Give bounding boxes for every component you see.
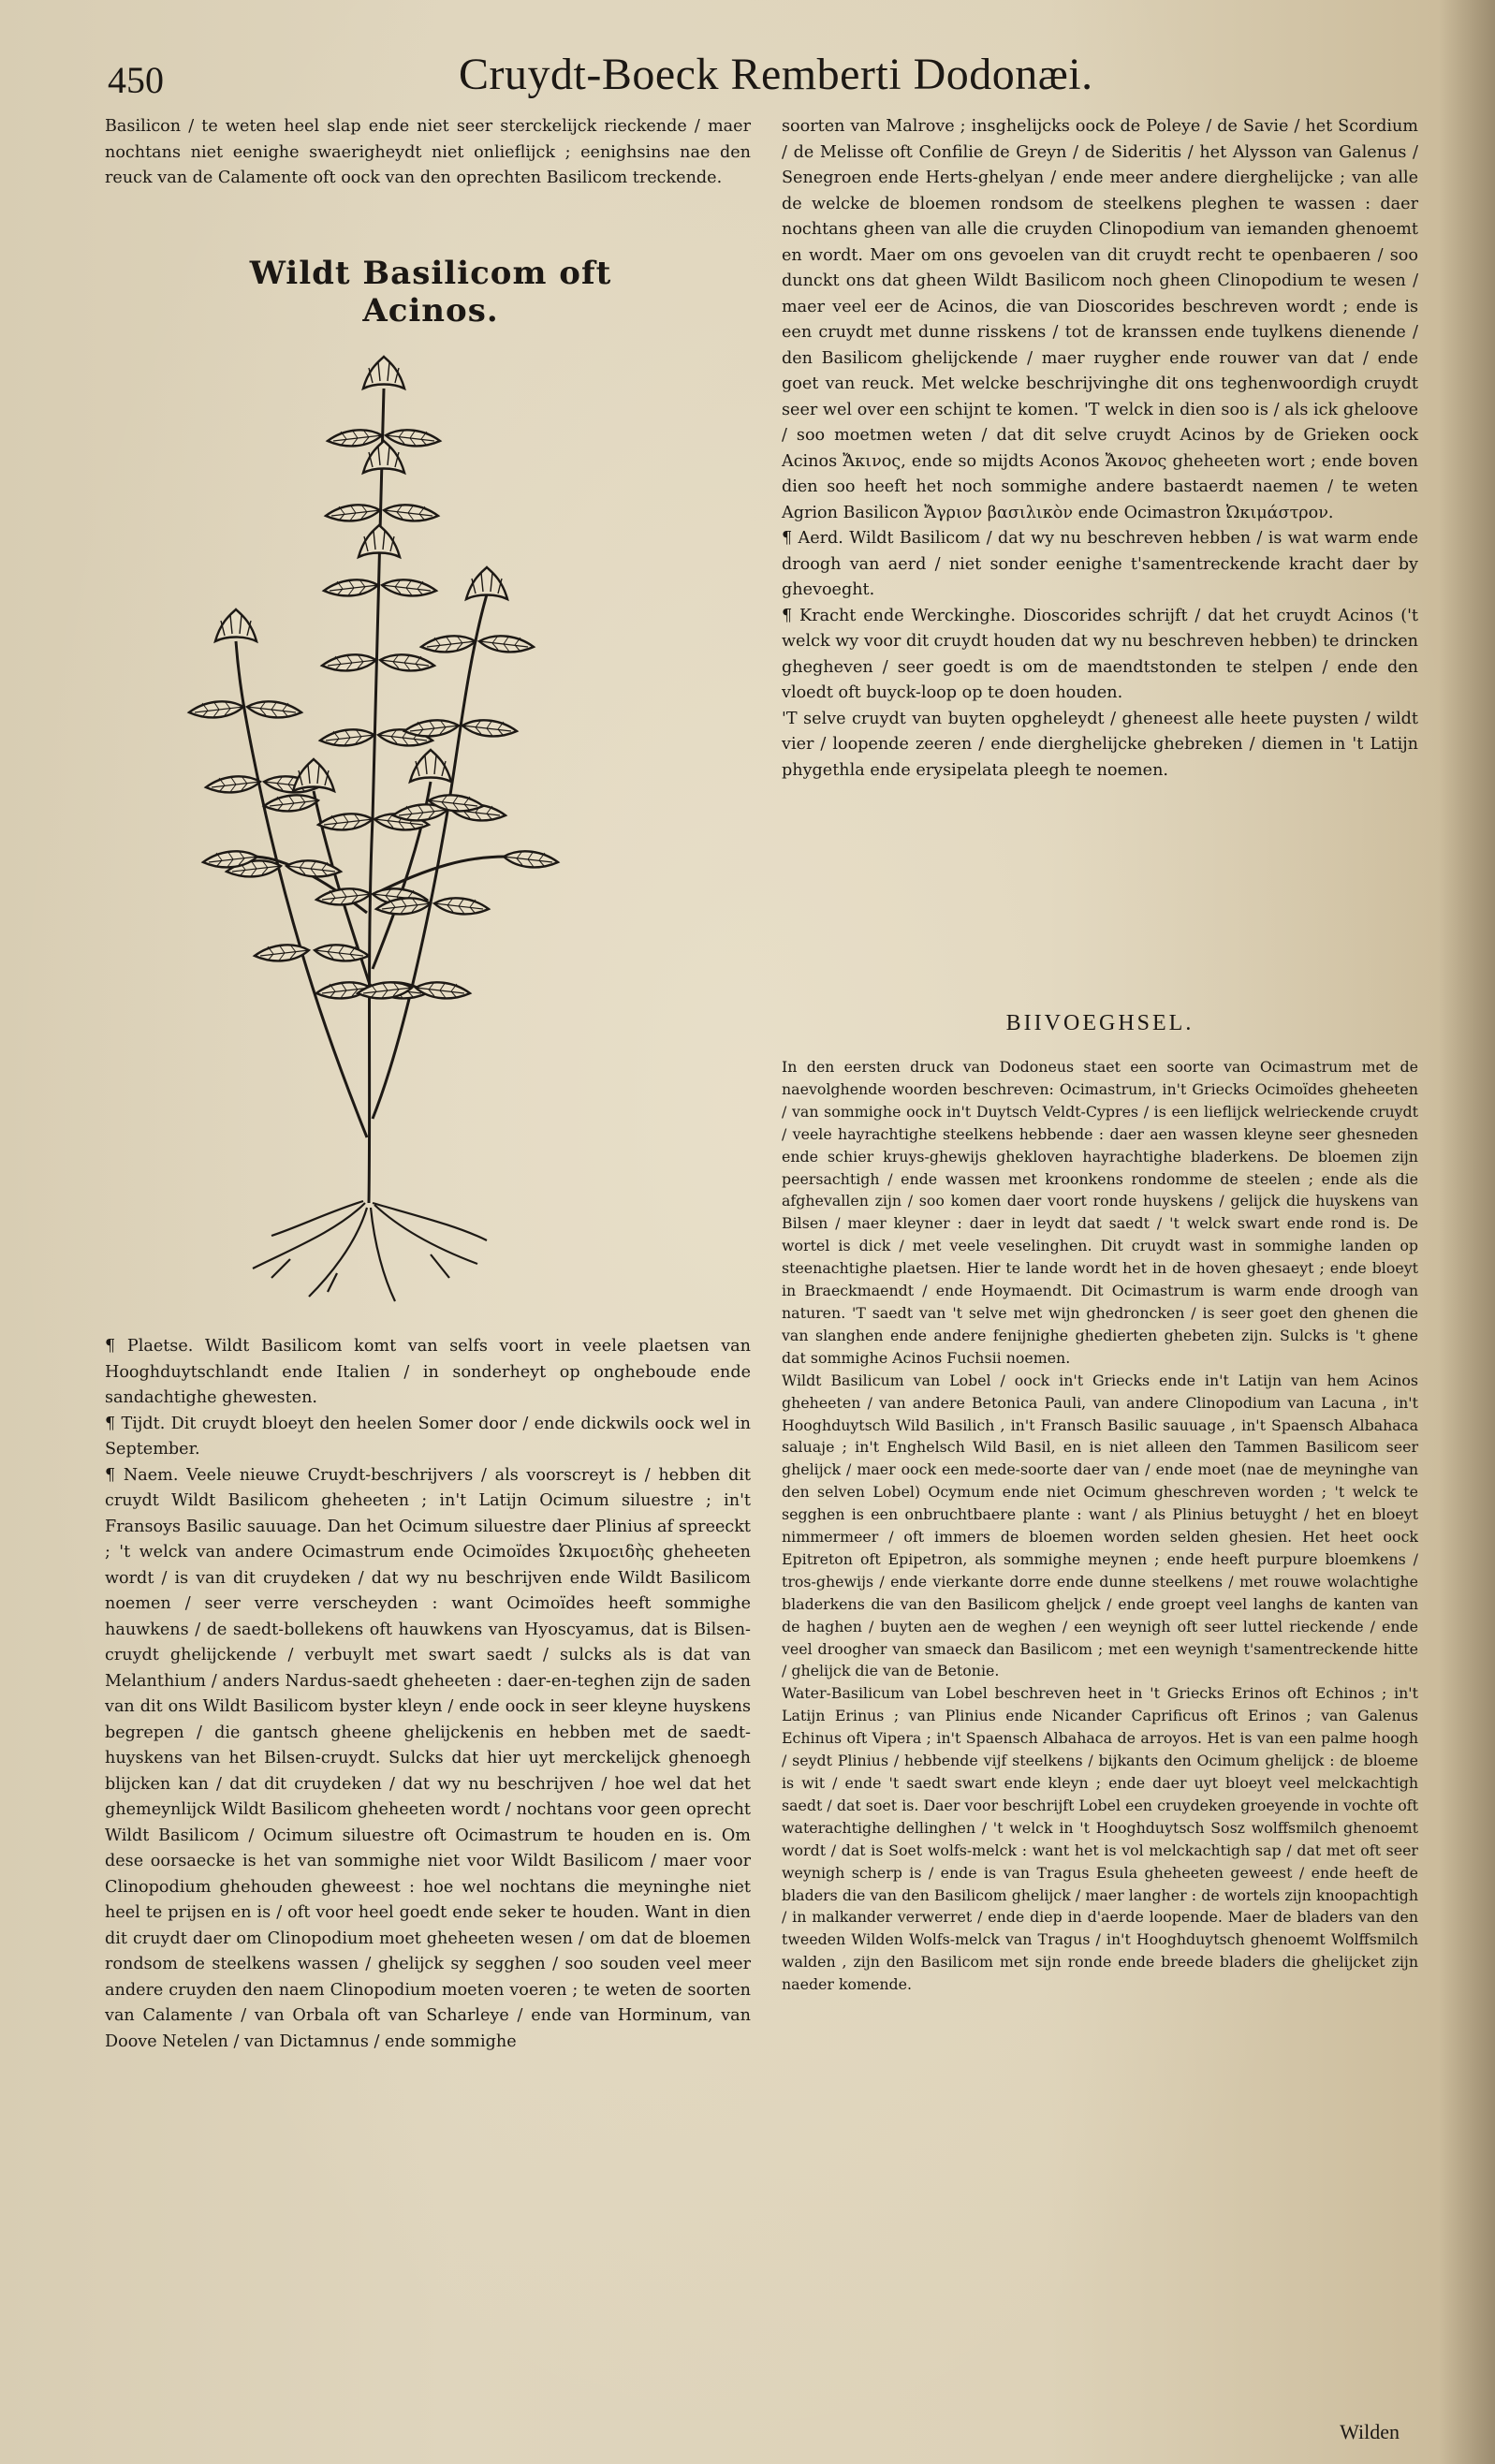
page-gutter-shadow (1439, 0, 1495, 2464)
folio-number: 450 (108, 59, 164, 101)
nature-paragraph: ¶ Aerd. Wildt Basilicom / dat wy nu beschreven hebben / is wat warm ende droogh van aerd / niet sonder eenighe t'samentreckende kracht daer by ghevoeght. (782, 529, 1418, 599)
supplement-paragraph-3: Water-Basilicum van Lobel beschreven heet in 't Griecks Erinos oft Echinos ; in't Latijn Erinus ; van Plinius ende Nicander Caprificus oft Erinos ; van Galenus Echinus oft Vipera ; in't Spaensch Albahaca de arroyos. Het is van een palme hoogh / seydt Plinius / hebbende vijf steelkens / bijkants den Ocimum ghelijck : de bloeme is wit / ende 't saedt swart ende kleyn ; ende daer uyt bloeyt veel melckachtigh saedt / dat soet is. Daer voor beschrijft Lobel een cruydeken groeyende in vochte oft waterachtighe dellinghen / 't welck in 't Hooghduytsch Sosz wolffsmilch ghenoemt wordt / dat is Soet wolfs-melck : want het is vol melckachtigh sap / dat met oft seer weynigh scherp is / ende is van Tragus Esula gheheeten geweest / ende heeft de bladers die van den Basilicom ghelijck / maer langher : de wortels zijn knoopachtigh / in malkander verwerret / ende diep in d'aerde loopende. Maer de bladers van den tweeden Wilden Wolfs-melck van Tragus / in't Hooghduytsch ghenoemt Wolffsmilch walden , zijn den Basilicom met sijn ronde ende breede bladers die ghelijcket zijn naeder komende. (782, 1684, 1418, 1994)
continued-paragraph: soorten van Malrove ; insghelijcks oock de Poleye / de Savie / het Scordium / de Melisse oft Confilie de Greyn / de Sideritis / het Alysson van Galenus / Senegroen ende Herts-ghelyan / ende meer andere dierghelijcke ; van alle de welcke de bloemen rondsom de steelkens pleghen te wassen : daer nochtans gheen van alle die cruyden Clinopodium van iemanden ghenoemt en wordt. Maer om ons gevoelen van dit cruydt recht te openbaeren / soo dunckt ons dat gheen Wildt Basilicom noch gheen Clinopodium te wesen / maer veel eer de Acinos, die van Dioscorides beschreven wordt ; ende is een cruydt met dunne risskens / tot de kranssen ende tuylkens dienende / den Basilicom ghelijckende / maer ruygher ende rouwer van dat / ende goet van reuck. Met welcke beschrijvinghe dit ons teghenwoordigh cruydt seer wel over een schijnt te komen. 'T welck in dien soo is / als ick gheloove / soo moetmen weten / dat dit selve cruydt Acinos by de Grieken oock Acinos Ἄκινος, ende so mijdts Aconos Ἄκονος gheheeten wort ; ende boven dien soo heeft het noch sommighe andere bastaerdt naemen / te weten Agrion Basilicon Ἄγριον βασιλικὸν ende Ocimastron Ὠκιμάστρον. (782, 117, 1418, 522)
place-paragraph: ¶ Plaetse. Wildt Basilicom komt van selfs voort in veele plaetsen van Hooghduytschlandt ende Italien / in sonderheyt op ongheboude ende sandachtighe ghewesten. (105, 1337, 751, 1407)
supplement-paragraph-2: Wildt Basilicum van Lobel / oock in't Griecks ende in't Latijn van hem Acinos gheheeten / van andere Betonica Pauli, van andere Clinopodium van Lacuna , in't Hooghduytsch Wild Basilich , in't Fransch Basilic sauuage , in't Spaensch Albahaca saluaje ; in't Enghelsch Wild Basil, en is niet alleen den Tammen Basilicom seer ghelijck / maer oock een mede-soorte daer van / ende moet (nae de meyninghe van den selven Lobel) Ocymum ende niet Ocimum gheschreven worden ; 't welck te segghen is een onbruchtbaere plante : want / als Plinius betuyght / het en bloeyt nimmermeer / oft immers de bloemen worden selden ghesien. Het heet oock Epitreton oft Epipetron, als sommighe meynen ; ende heeft purpure bloemkens / tros-ghewijs / ende vierkante dorre ende dunne steelkens / met rouwe wolachtighe bladerkens die van den Basilicom gheljck / ende groept veel langhs de kanten van de haghen / buyten aen de weghen / een weynigh oft seer luttel rieckende / ende veel droogher van smaeck dan Basilicom ; met een weynigh t'samentreckende hitte / ghelijck die van de Betonie. (782, 1371, 1418, 1680)
running-head: Cruydt-Boeck Remberti Dodonæi. (459, 50, 1093, 99)
catchword: Wilden (1340, 2420, 1400, 2443)
right-column-bottom (782, 1056, 1418, 1996)
external-use-paragraph: 'T selve cruydt van buyten opgheleydt / gheneest alle heete puysten / wildt vier / loopende zeeren / ende dierghelijcke ghebreken / diemen in 't Latijn phygethla ende erysipelata pleegh te noemen. (782, 709, 1418, 780)
right-column-top (782, 114, 1418, 784)
supplement-paragraph-1: In den eersten druck van Dodoneus staet een soorte van Ocimastrum met de naevolghende woorden beschreven: Ocimastrum, in't Griecks Ocimoïdes gheheeten / van sommighe oock in't Duytsch Veldt-Cypres / is een lieflijck welrieckende cruydt / veele hayrachtighe steelkens hebbende : daer aen wassen kleyne seer ghesneden ende schier kruys-ghewijs ghekloven hayrachtighe bladerkens. De bloemen zijn peersachtigh / ende wassen met kroonkens rondomme de steelen ; ende als die afghevallen zijn / soo komen daer voort ronde huyskens / gelijck die huyskens van Bilsen / maer kleyner : daer in leydt dat saedt / 't welck swart ende rond is. De wortel is dick / met veele veselinghen. Dit cruydt wast in sommighe landen op steenachtighe plaetsen. Hier te lande wordt het in de hoven ghesaeyt ; ende bloeyt in Braeckmaendt / ende Hoymaendt. Dit Ocimastrum is warm ende droogh van naturen. 'T saedt van 't selve met wijn ghedroncken / is seer goet den ghenen die van slanghen ende andere fenijnighe ghedierten ghebeten zijn. Sulcks is 't ghene dat sommighe Acinos Fuchsii noemen. (782, 1058, 1418, 1367)
virtues-paragraph: ¶ Kracht ende Werckinghe. Dioscorides schrijft / dat het cruydt Acinos ('t welck wy voor dit cruydt houden dat wy nu beschreven hebben) te drincken ghegheven / seer goedt is om de maendtstonden te stelpen / ende den vloedt oft buyck-loop op te doen houden. (782, 606, 1418, 702)
left-column-top (105, 114, 751, 192)
left-column-bottom (105, 1334, 751, 2055)
supplement-heading: BIIVOEGHSEL. (1005, 1011, 1195, 1035)
section-title: Wildt Basilicom oft Acinos. (249, 255, 612, 330)
intro-paragraph: Basilicon / te weten heel slap ende niet seer sterckelijck rieckende / maer nochtans niet eenighe swaerigheydt niet onlieflijck ; eenighsins nae den reuck van de Calamente oft oock van den oprechten Basilicom treckende. (105, 117, 751, 187)
time-paragraph: ¶ Tijdt. Dit cruydt bloeyt den heelen Somer door / ende dickwils oock wel in September. (105, 1414, 751, 1459)
name-paragraph: ¶ Naem. Veele nieuwe Cruydt-beschrijvers / als voorscreyt is / hebben dit cruydt Wildt Basilicom gheheeten ; in't Latijn Ocimum siluestre ; in't Fransoys Basilic sauuage. Dan het Ocimum siluestre daer Plinius af spreeckt ; 't welck van andere Ocimastrum ende Ocimoïdes Ὠκιμοειδὴς gheheeten wordt / is van dit cruydeken / dat wy nu beschrijven ende Wildt Basilicom noemen / seer verre verscheyden : want Ocimoïdes heeft sommighe hauwkens / de saedt-bollekens oft hauwkens van Hyoscyamus, dat is Bilsen-cruydt ghelijckende / verbuylt met swart saedt / sulcks als is dat van Melanthium / anders Nardus-saedt gheheeten : daer-en-teghen zijn de saden van dit ons Wildt Basilicom byster kleyn / ende oock in seer kleyne huyskens begrepen / die gantsch gheene ghelijckenis en hebben met de saedt-huyskens van het Bilsen-cruydt. Sulcks dat hier uyt merckelijck ghenoegh blijcken kan / dat dit cruydeken / dat wy nu beschrijven / hoe wel dat het ghemeynlijck Wildt Basilicom gheheeten wordt / nochtans voor geen oprecht Wildt Basilicom / Ocimum siluestre oft Ocimastrum te houden en is. Om dese oorsaecke is het van sommighe niet voor Wildt Basilicom / maer voor Clinopodium ghehouden gheweest : hoe wel nochtans die meyninghe niet heel te prijsen en is / oft voor heel goedt ende seker te houden. Want in dien dit cruydt daer om Clinopodium moet gheheeten wesen / om dat de bloemen rondsom de steelkens wassen / ghelijck sy segghen / soo souden veel meer andere cruyden den naem Clinopodium moeten voeren ; te weten de soorten van Calamente / van Orbala oft van Scharleye / ende van Horminum, van Doove Netelen / van Dictamnus / ende sommighe (105, 1465, 751, 2051)
plant-woodcut-icon (150, 332, 702, 1311)
woodcut-illustration (150, 332, 702, 1311)
